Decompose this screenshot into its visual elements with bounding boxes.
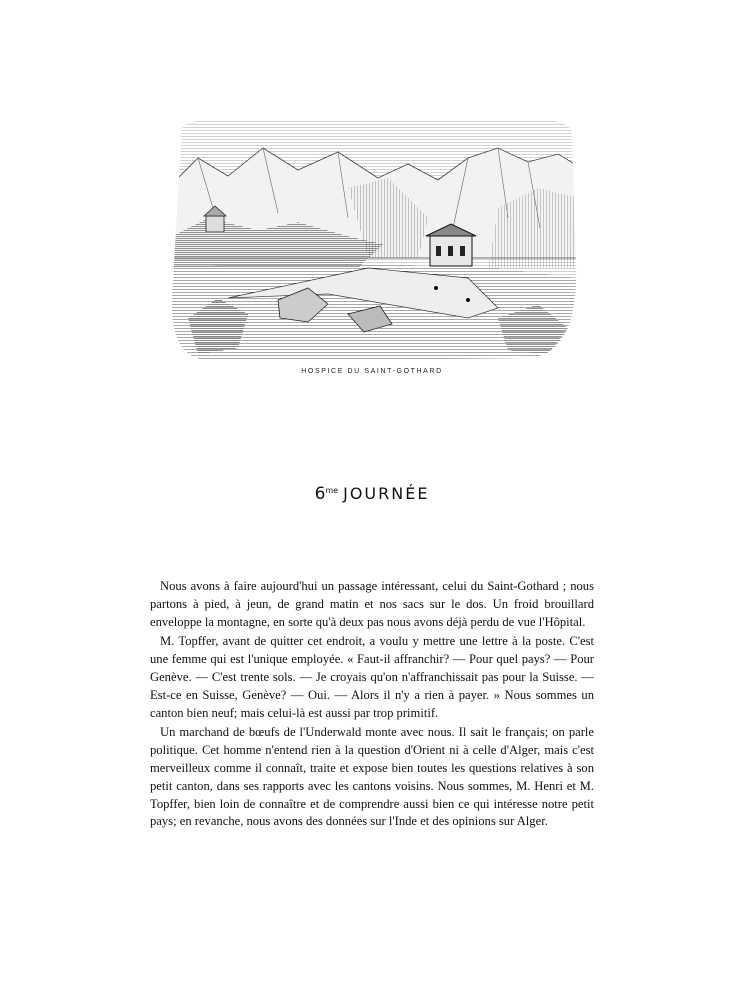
chapter-heading [0,484,744,504]
body-text [150,578,594,833]
hospice-engraving [168,118,578,362]
paragraph-1: Nous avons à faire aujourd'hui un passage intéressant, celui du Saint-Gothard ; nous partons à pied, à jeun, de grand matin et nos sacs sur le dos. Un froid brouillard enveloppe la montagne, en sorte qu'à deux pas nous avons déjà perdu de vue l'Hôpital. [150,579,594,629]
chapter-number: 6 [314,484,326,504]
chapter-ordinal-suffix: me [325,486,339,495]
illustration-caption: HOSPICE DU SAINT-GOTHARD [301,368,443,375]
paragraph-2: M. Topffer, avant de quitter cet endroit, a voulu y mettre une lettre à la poste. C'est une femme qui est l'unique employée. « Faut-il affranchir? — Pour quel pays? — Pour Genève. — C'est trente sols. — Je croyais qu'on n'affranchissait pas pour la Suisse. — Est-ce en Suisse, Genève? — Oui. — Alors il n'y a rien à payer. » Nous sommes un canton bien neuf; mais celui-là est aussi par trop primitif. [150,634,594,720]
paragraph-3: Un marchand de bœufs de l'Underwald monte avec nous. Il sait le français; on parle politique. Cet homme n'entend rien à la question d'Orient ni à celle d'Alger, mais c'est merveilleux comme il connaît, traite et expose bien toutes les questions relatives à son petit canton, dans ses rapports avec les cantons voisins. Nous sommes, M. Henri et M. Topffer, bien loin de connaître et de comprendre aussi bien ce qui intéresse notre petit pays; en revanche, nous avons des données sur l'Inde et des opinions sur Alger. [150,725,594,829]
chapter-title: JOURNÉE [343,484,430,503]
